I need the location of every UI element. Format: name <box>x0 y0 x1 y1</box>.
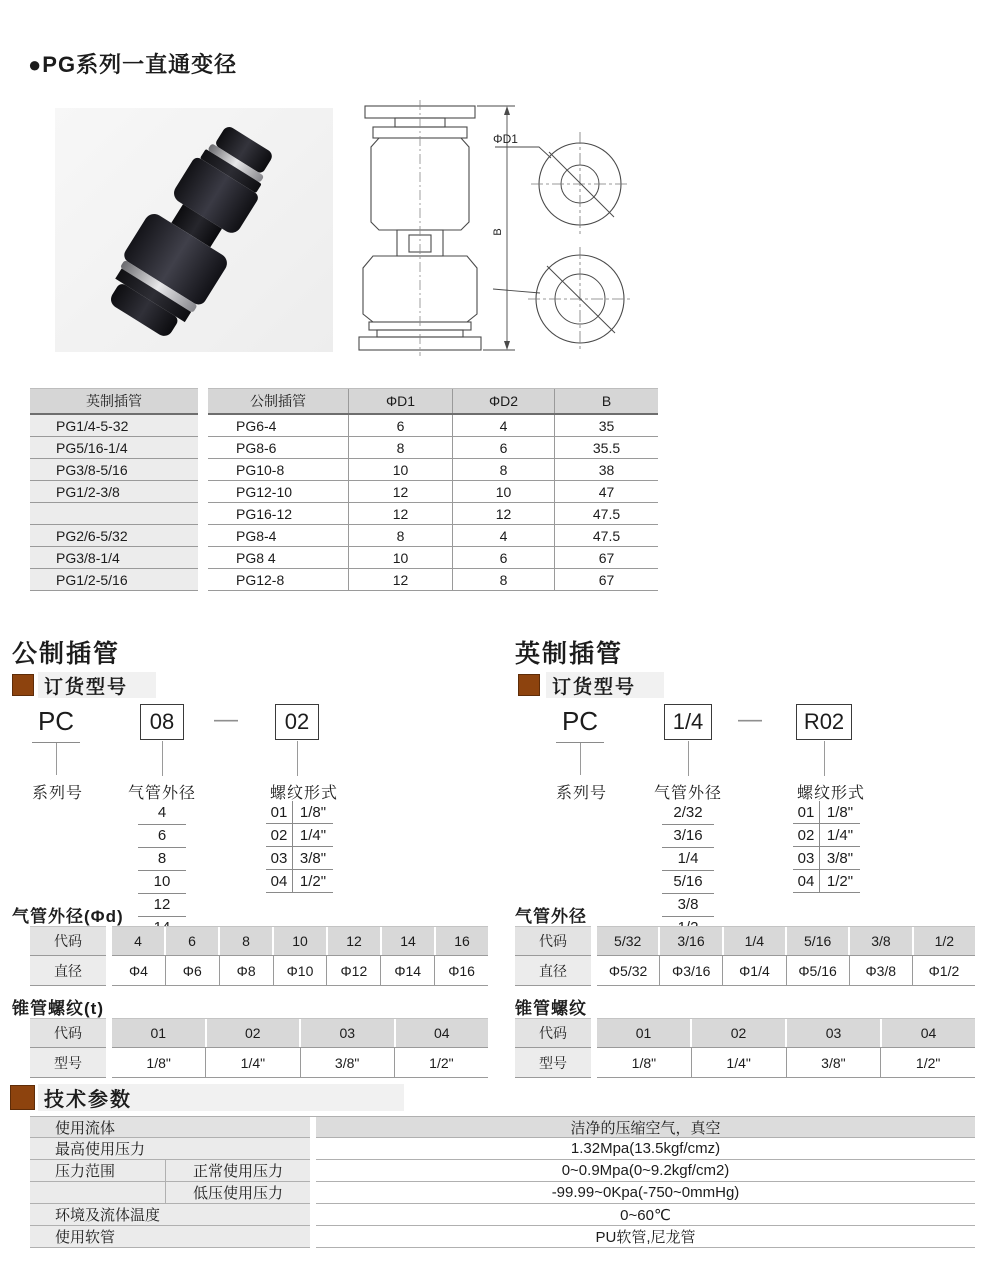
dimension-label: B <box>492 228 504 236</box>
connector-line <box>688 741 689 776</box>
connector-line <box>824 741 825 776</box>
tech-row: 使用流体 洁净的压缩空气，真空 <box>30 1116 975 1138</box>
spec-header-row <box>30 388 658 415</box>
fitting-image <box>97 114 290 345</box>
metric-series-label: 系列号 <box>32 785 84 802</box>
spec-header-metric: 公制插管 <box>250 393 306 409</box>
imperial-od-table-title: 气管外径 <box>515 907 587 926</box>
metric-od-table: 代码 4 6 8 10 12 14 16 直径 Φ4 Φ6 Φ8 Φ10 Φ12 Φ14 Φ16 <box>30 926 488 986</box>
imperial-thread-code-box: R02 <box>796 704 852 740</box>
metric-thread-code-box: 02 <box>275 704 319 740</box>
connector-line <box>580 743 581 775</box>
spec-header-d2: ΦD2 <box>452 389 554 413</box>
imperial-thread-label: 螺纹形式 <box>797 785 866 802</box>
imperial-size-code-box: 1/4 <box>664 704 712 740</box>
table-row: PG2/6-5/32 PG8-4 8 4 47.5 <box>30 525 658 547</box>
product-photo <box>55 108 333 352</box>
metric-series-code: PC <box>37 705 75 736</box>
metric-size-options: 4 6 8 10 12 <box>138 802 186 963</box>
imperial-size-label: 气管外径 <box>654 785 723 802</box>
imperial-size-options: 2/32 3/16 1/4 5/16 3/8 <box>662 802 714 940</box>
diameter-label: ΦD1 <box>493 132 518 146</box>
table-row: PG1/4-5-32 PG6-4 6 4 35 <box>30 415 658 437</box>
table-row: PG16-12 12 12 47.5 <box>30 503 658 525</box>
connector-line <box>297 741 298 776</box>
metric-od-table-title: 气管外径(Φd) <box>12 907 124 926</box>
tech-heading <box>38 1084 404 1111</box>
metric-section-heading: 公制插管 <box>12 640 121 668</box>
accent-square <box>518 674 540 696</box>
bottom-circle-view <box>493 247 632 351</box>
connector-line <box>162 741 163 776</box>
spec-header-d1: ΦD1 <box>348 389 452 413</box>
metric-thread-label: 螺纹形式 <box>270 785 339 802</box>
tech-row: 最高使用压力 1.32Mpa(13.5kgf/cmz) <box>30 1138 975 1160</box>
table-row: PG3/8-5/16 PG10-8 10 8 38 <box>30 459 658 481</box>
metric-thread-table-title: 锥管螺纹(t) <box>12 999 104 1018</box>
metric-thread-table: 代码 01 02 03 04 型号 1/8" 1/4" 3/8" 1/2" <box>30 1018 488 1078</box>
metric-order-heading <box>38 672 156 698</box>
tech-params-table <box>30 1116 975 1248</box>
imperial-series-code: PC <box>561 705 599 736</box>
imperial-order-heading <box>546 672 664 698</box>
tech-row: 压力范围 正常使用压力 0~0.9Mpa(0~9.2kgf/cm2) <box>30 1160 975 1182</box>
code-dash: — <box>214 706 238 733</box>
tech-row: 低压使用压力 -99.99~0Kpa(-750~0mmHg) <box>30 1182 975 1204</box>
technical-drawing <box>335 100 680 358</box>
table-row: PG1/2-5/16 PG12-8 12 8 67 <box>30 569 658 591</box>
table-row: PG3/8-1/4 PG8 4 10 6 67 <box>30 547 658 569</box>
imperial-thread-table: 代码 01 02 03 04 型号 1/8" 1/4" 3/8" 1/2" <box>515 1018 975 1078</box>
spec-header-imperial: 英制插管 <box>30 388 198 415</box>
code-dash: — <box>738 706 762 733</box>
metric-thread-options: 01 1/8" 02 1/4" 03 3/8" 04 1/2" <box>266 801 333 893</box>
tech-row: 环境及流体温度 0~60℃ <box>30 1204 975 1226</box>
imperial-thread-options: 01 1/8" 02 1/4" 03 3/8" 04 1/2" <box>793 801 860 893</box>
imperial-series-label: 系列号 <box>556 785 608 802</box>
page-title: ●PG系列一直通变径 <box>28 52 238 77</box>
metric-size-label: 气管外径 <box>128 785 197 802</box>
table-row: PG5/16-1/4 PG8-6 8 6 35.5 <box>30 437 658 459</box>
imperial-thread-table-title: 锥管螺纹 <box>515 999 587 1018</box>
tech-heading-label: 技术参数 <box>44 1089 132 1111</box>
top-circle-view <box>495 132 629 236</box>
imperial-od-table: 代码 5/32 3/16 1/4 5/16 3/8 1/2 直径 Φ5/32 Φ3/16 Φ1/4 Φ5/16 Φ3/8 Φ1/2 <box>515 926 975 986</box>
order-heading-label: 订货型号 <box>552 676 637 698</box>
order-heading-label: 订货型号 <box>44 676 129 698</box>
spec-table <box>30 388 658 591</box>
imperial-section-heading: 英制插管 <box>515 640 624 668</box>
spec-header-b: B <box>554 389 658 413</box>
table-row: PG1/2-3/8 PG12-10 12 10 47 <box>30 481 658 503</box>
connector-line <box>56 743 57 775</box>
metric-size-code-box: 08 <box>140 704 184 740</box>
accent-square <box>12 674 34 696</box>
accent-square <box>10 1085 35 1110</box>
tech-row: 使用软管 PU软管,尼龙管 <box>30 1226 975 1248</box>
